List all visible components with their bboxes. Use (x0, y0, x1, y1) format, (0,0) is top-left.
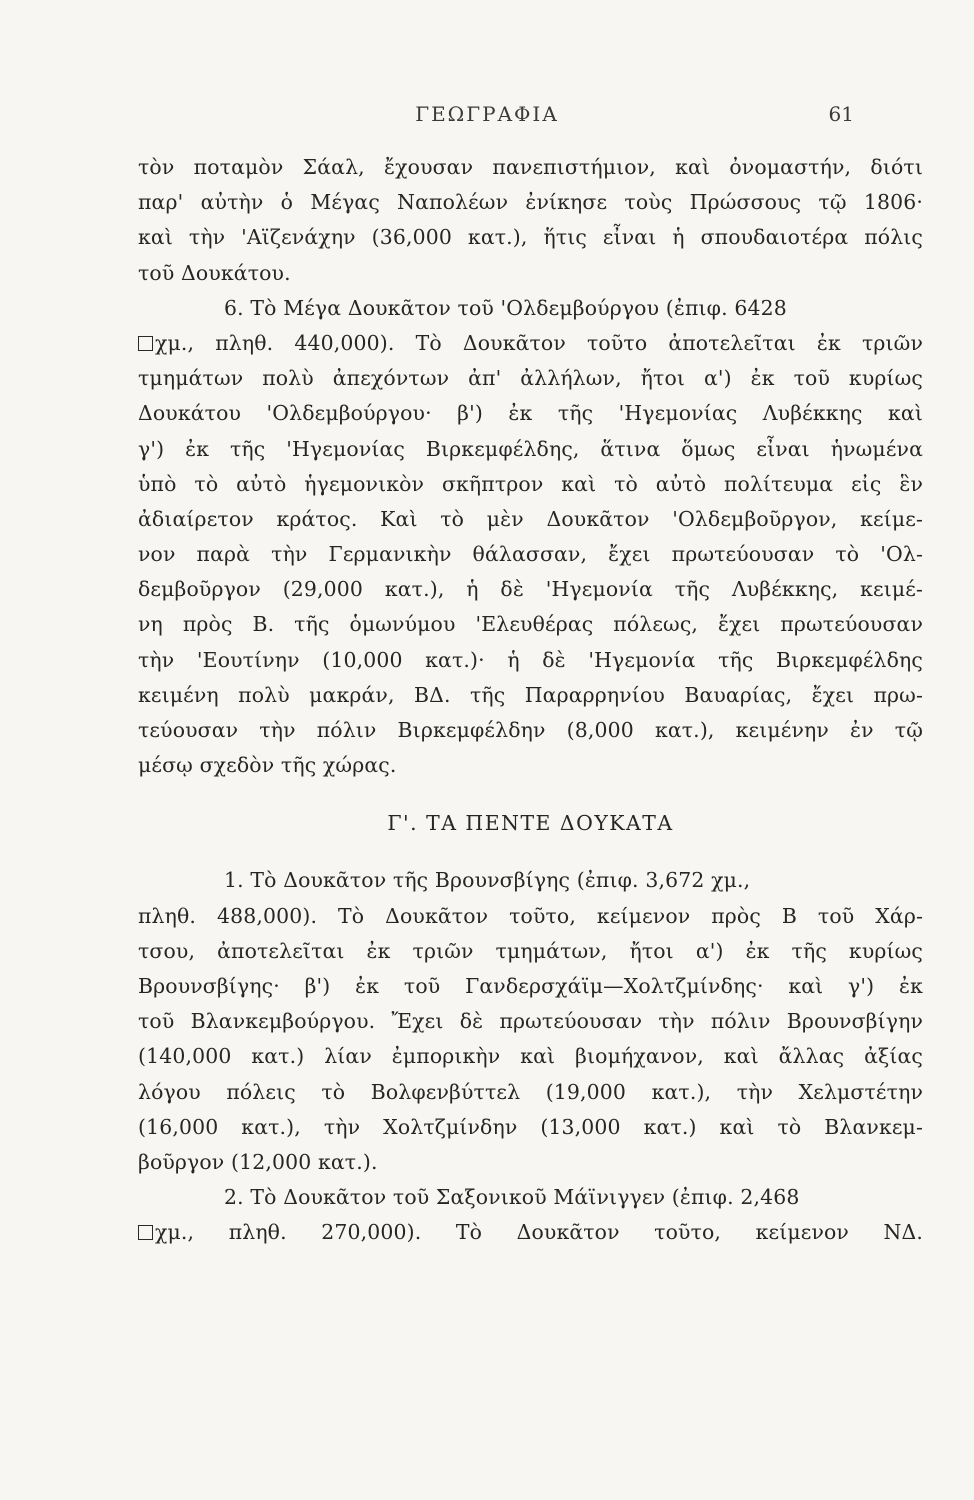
text-line: νον παρὰ τὴν Γερμανικὴν θάλασσαν, ἔχει πρωτεύουσαν τὸ 'Ολ- (138, 542, 923, 567)
text-line: τεύουσαν τὴν πόλιν Βιρκεμφέλδην (8,000 κατ.), κειμένην ἐν τῷ (138, 718, 923, 742)
section-heading: Γ'. ΤΑ ΠΕΝΤΕ ΔΟΥΚΑΤΑ (387, 811, 674, 836)
text-line: (140,000 κατ.) λίαν ἐμπορικὴν καὶ βιομήχανον, καὶ ἄλλας ἀξίας (138, 1044, 923, 1069)
text-line: Βρουνσβίγης· β') ἐκ τοῦ Γανδερσχάϊμ—Χολτζμίνδης· καὶ γ') ἐκ (138, 973, 923, 998)
text-line-content: χμ., πληθ. 440,000). Τὸ Δουκᾶτον τοῦτο ἀποτελεῖται ἐκ τριῶν (155, 330, 923, 355)
text-line: λόγου πόλεις τὸ Βολφενβύττελ (19,000 κατ.), τὴν Χελμστέτην (138, 1079, 923, 1104)
text-line: πληθ. 488,000). Τὸ Δουκᾶτον τοῦτο, κείμενον πρὸς Β τοῦ Χάρ- (138, 903, 923, 928)
text-line: ὑπὸ τὸ αὐτὸ ἡγεμονικὸν σκῆπτρον καὶ τὸ αὐτὸ πολίτευμα εἰς ἓν (138, 471, 923, 496)
text-line: (16,000 κατ.), τὴν Χολτζμίνδην (13,000 κατ.) καὶ τὸ Βλανκεμ- (138, 1114, 923, 1139)
text-line (138, 1215, 923, 1250)
text-line: καὶ τὴν 'Αϊζενάχην (36,000 κατ.), ἥτις εἶναι ἡ σπουδαιοτέρα πόλις (138, 225, 923, 250)
subsection-heading-oldenburg: 6. Τὸ Μέγα Δουκᾶτον τοῦ 'Ολδεμβούργου (ἐπιφ. 6428 (224, 295, 787, 320)
text-line: παρ' αὐτὴν ὁ Μέγας Ναπολέων ἐνίκησε τοὺς Πρώσσους τῷ 1806· (138, 190, 923, 215)
text-line: τὴν 'Εουτίνην (10,000 κατ.)· ἡ δὲ 'Ηγεμονία τῆς Βιρκεμφέλδης (138, 647, 923, 672)
text-line: μέσῳ σχεδὸν τῆς χώρας. (138, 753, 397, 778)
text-line: τοῦ Δουκάτου. (138, 260, 291, 285)
text-line: τοῦ Βλανκεμβούργου. Ἔχει δὲ πρωτεύουσαν τὴν πόλιν Βρουνσβίγην (138, 1009, 923, 1034)
body-text (138, 150, 923, 1250)
text-line: ἀδιαίρετον κράτος. Καὶ τὸ μὲν Δουκᾶτον 'Ολδεμβοῦργον, κείμε- (138, 506, 923, 531)
text-line: τμημάτων πολὺ ἀπεχόντων ἀπ' ἀλλήλων, ἤτοι α') ἐκ τοῦ κυρίως (138, 366, 923, 391)
running-title: ΓΕΩΓΡΑΦΙΑ (415, 102, 559, 126)
text-line: κειμένη πολὺ μακράν, ΒΔ. τῆς Παραρρηνίου Βαυαρίας, ἔχει πρω- (138, 682, 923, 707)
text-line: βοῦργον (12,000 κατ.). (138, 1149, 378, 1174)
text-line (138, 326, 923, 361)
text-line: νη πρὸς Β. τῆς ὁμωνύμου 'Ελευθέρας πόλεως, ἔχει πρωτεύουσαν (138, 612, 923, 637)
text-line: Δουκάτου 'Ολδεμβούργου· β') ἐκ τῆς 'Ηγεμονίας Λυβέκκης καὶ (138, 401, 923, 426)
text-line: γ') ἐκ τῆς 'Ηγεμονίας Βιρκεμφέλδης, ἅτινα ὅμως εἶναι ἡνωμένα (138, 436, 923, 461)
square-symbol-icon (138, 1225, 153, 1240)
page-number: 61 (828, 102, 854, 126)
running-head (0, 102, 974, 132)
heading-text: 1. Τὸ Δουκᾶτον τῆς Βρουνσβίγης (ἐπιφ. 3,672 χμ., (224, 868, 751, 893)
text-line-content: χμ., πληθ. 270,000). Τὸ Δουκᾶτον τοῦτο, κείμενον ΝΔ. (155, 1220, 923, 1245)
subsection-heading-meiningen: 2. Τὸ Δουκᾶτον τοῦ Σαξονικοῦ Μάϊνιγγεν (ἐπιφ. 2,468 (224, 1185, 800, 1210)
square-symbol-icon (138, 336, 153, 351)
text-line: τὸν ποταμὸν Σάαλ, ἔχουσαν πανεπιστήμιον, καὶ ὀνομαστήν, διότι (138, 155, 923, 179)
text-line: δεμβοῦργον (29,000 κατ.), ἡ δὲ 'Ηγεμονία τῆς Λυβέκκης, κειμέ- (138, 577, 923, 602)
subsection-heading-brunswick (138, 863, 923, 898)
text-line: τσου, ἀποτελεῖται ἐκ τριῶν τμημάτων, ἤτοι α') ἐκ τῆς κυρίως (138, 938, 923, 963)
